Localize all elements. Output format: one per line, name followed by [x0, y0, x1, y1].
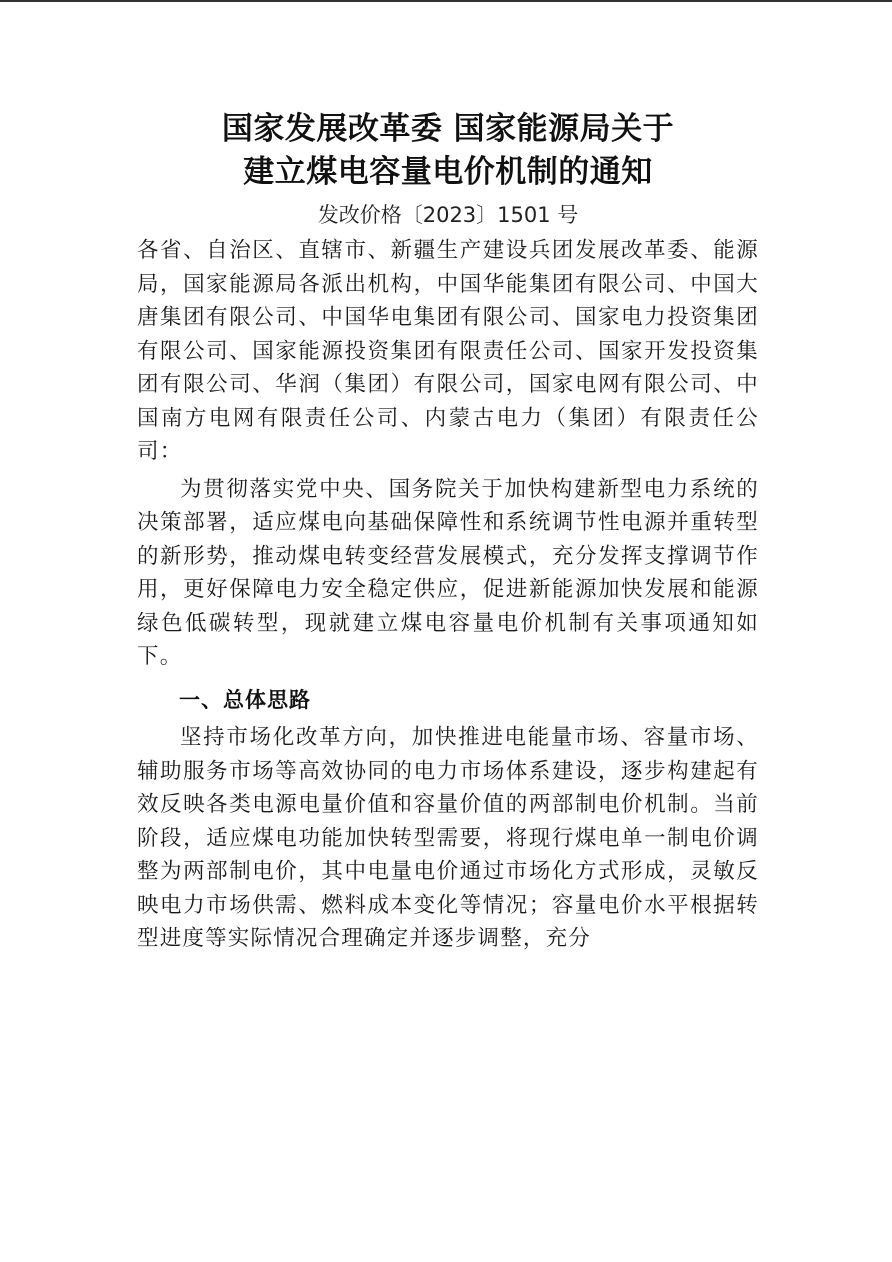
document-title-line-1: 国家发展改革委 国家能源局关于 — [221, 111, 675, 147]
document-title-line-2: 建立煤电容量电价机制的通知 — [243, 154, 653, 190]
section-1-paragraph: 坚持市场化改革方向，加快推进电能量市场、容量市场、辅助服务市场等高效协同的电力市场体系建设，逐步构建起有效反映各类电源电量价值和容量价值的两部制电价机制。当前阶段，适应煤电功能加快转型需要，将现行煤电单一制电价调整为两部制电价，其中电量电价通过市场化方式形成，灵敏反映电力市场供需、燃料成本变化等情况；容量电价水平根据转型进度等实际情况合理确定并逐步调整，充分 — [137, 725, 759, 951]
page-top-border — [0, 0, 892, 2]
intro-paragraph: 为贯彻落实党中央、国务院关于加快构建新型电力系统的决策部署，适应煤电向基础保障性和系统调节性电源并重转型的新形势，推动煤电转变经营发展模式，充分发挥支撑调节作用，更好保障电力安全稳定供应，促进新能源加快发展和能源绿色低碳转型，现就建立煤电容量电价机制有关事项通知如下。 — [137, 476, 759, 669]
addressees-paragraph: 各省、自治区、直辖市、新疆生产建设兵团发展改革委、能源局，国家能源局各派出机构，中国华能集团有限公司、中国大唐集团有限公司、中国华电集团有限公司、国家电力投资集团有限公司、国家能源投资集团有限责任公司、国家开发投资集团有限公司、华润（集团）有限公司，国家电网有限公司、中国南方电网有限责任公司、内蒙古电力（集团）有限责任公司： — [137, 238, 759, 464]
document-title — [137, 108, 759, 194]
spacer — [137, 674, 759, 678]
section-1-heading: 一、总体思路 — [179, 687, 311, 712]
document-number: 发改价格〔2023〕1501 号 — [317, 203, 579, 227]
document-page — [137, 108, 759, 956]
